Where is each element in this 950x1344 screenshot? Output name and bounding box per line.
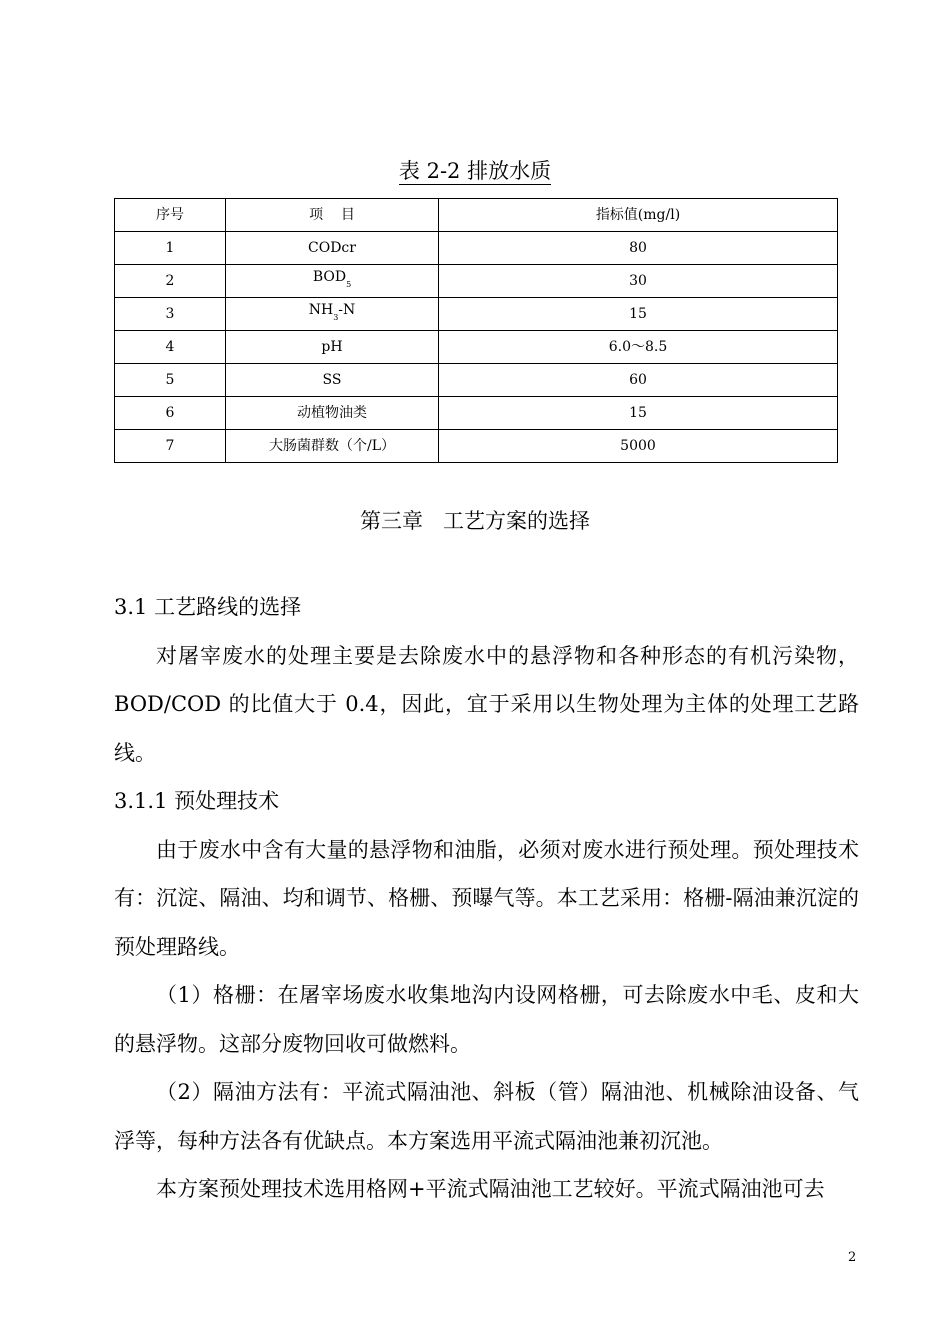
cell-item-subscript: 3 [333, 313, 339, 322]
cell-index: 7 [115, 430, 226, 463]
table-row [115, 430, 838, 463]
paragraph: 本方案预处理技术选用格网+平流式隔油池工艺较好。平流式隔油池可去 [156, 1177, 825, 1201]
table-title-text: 表 2-2 排放水质 [398, 159, 552, 183]
cell-index: 3 [115, 298, 226, 331]
paragraph: 对屠宰废水的处理主要是去除废水中的悬浮物和各种形态的有机污染物，BOD/COD 的比值大于 0.4，因此，宜于采用以生物处理为主体的处理工艺路线。 [114, 643, 859, 765]
cell-item [226, 298, 439, 331]
cell-value: 30 [439, 265, 838, 298]
table-row [115, 298, 838, 331]
table-header-row [115, 199, 838, 232]
cell-item-text: NH [308, 302, 334, 318]
cell-item-subscript: 5 [346, 280, 352, 289]
cell-index: 4 [115, 331, 226, 364]
paragraph: （1）格栅：在屠宰场废水收集地沟内设网格栅，可去除废水中毛、皮和大的悬浮物。这部分废物回收可做燃料。 [114, 983, 859, 1056]
table-row [115, 265, 838, 298]
cell-item [226, 430, 439, 463]
header-item: 项 目 [226, 199, 439, 232]
page-number: 2 [848, 1250, 857, 1265]
cell-item [226, 331, 439, 364]
header-value: 指标值(mg/l) [439, 199, 838, 232]
cell-value: 15 [439, 298, 838, 331]
cell-index: 2 [115, 265, 226, 298]
table-row [115, 331, 838, 364]
cell-item-suffix: -N [338, 302, 356, 318]
cell-item-text: 动植物油类 [297, 405, 367, 421]
water-quality-table [114, 198, 838, 463]
cell-value: 15 [439, 397, 838, 430]
table-row [115, 397, 838, 430]
table-row [115, 364, 838, 397]
body-text [114, 583, 859, 1214]
paragraph: 由于废水中含有大量的悬浮物和油脂，必须对废水进行预处理。预处理技术有：沉淀、隔油、均和调节、格栅、预曝气等。本工艺采用：格栅-隔油兼沉淀的预处理路线。 [114, 837, 859, 959]
cell-item [226, 397, 439, 430]
cell-item-text: CODcr [308, 240, 356, 256]
header-index: 序号 [115, 199, 226, 232]
cell-item-text: BOD [312, 269, 347, 285]
cell-index: 6 [115, 397, 226, 430]
cell-item-text: SS [322, 372, 342, 388]
table-body [115, 232, 838, 463]
cell-value: 60 [439, 364, 838, 397]
cell-value: 80 [439, 232, 838, 265]
cell-item [226, 232, 439, 265]
section-heading: 3.1 工艺路线的选择 [114, 595, 302, 619]
cell-item [226, 364, 439, 397]
cell-value: 5000 [439, 430, 838, 463]
section-heading: 3.1.1 预处理技术 [114, 789, 280, 813]
cell-item-text: pH [321, 339, 343, 355]
paragraph: （2）隔油方法有：平流式隔油池、斜板（管）隔油池、机械除油设备、气浮等，每种方法各有优缺点。本方案选用平流式隔油池兼初沉池。 [114, 1080, 859, 1153]
cell-item-text: 大肠菌群数（个/L） [268, 438, 395, 454]
cell-index: 5 [115, 364, 226, 397]
cell-value: 6.0～8.5 [439, 331, 838, 364]
table-row [115, 232, 838, 265]
cell-item [226, 265, 439, 298]
cell-index: 1 [115, 232, 226, 265]
table-title [0, 156, 950, 186]
chapter-title: 第三章 工艺方案的选择 [359, 509, 591, 533]
